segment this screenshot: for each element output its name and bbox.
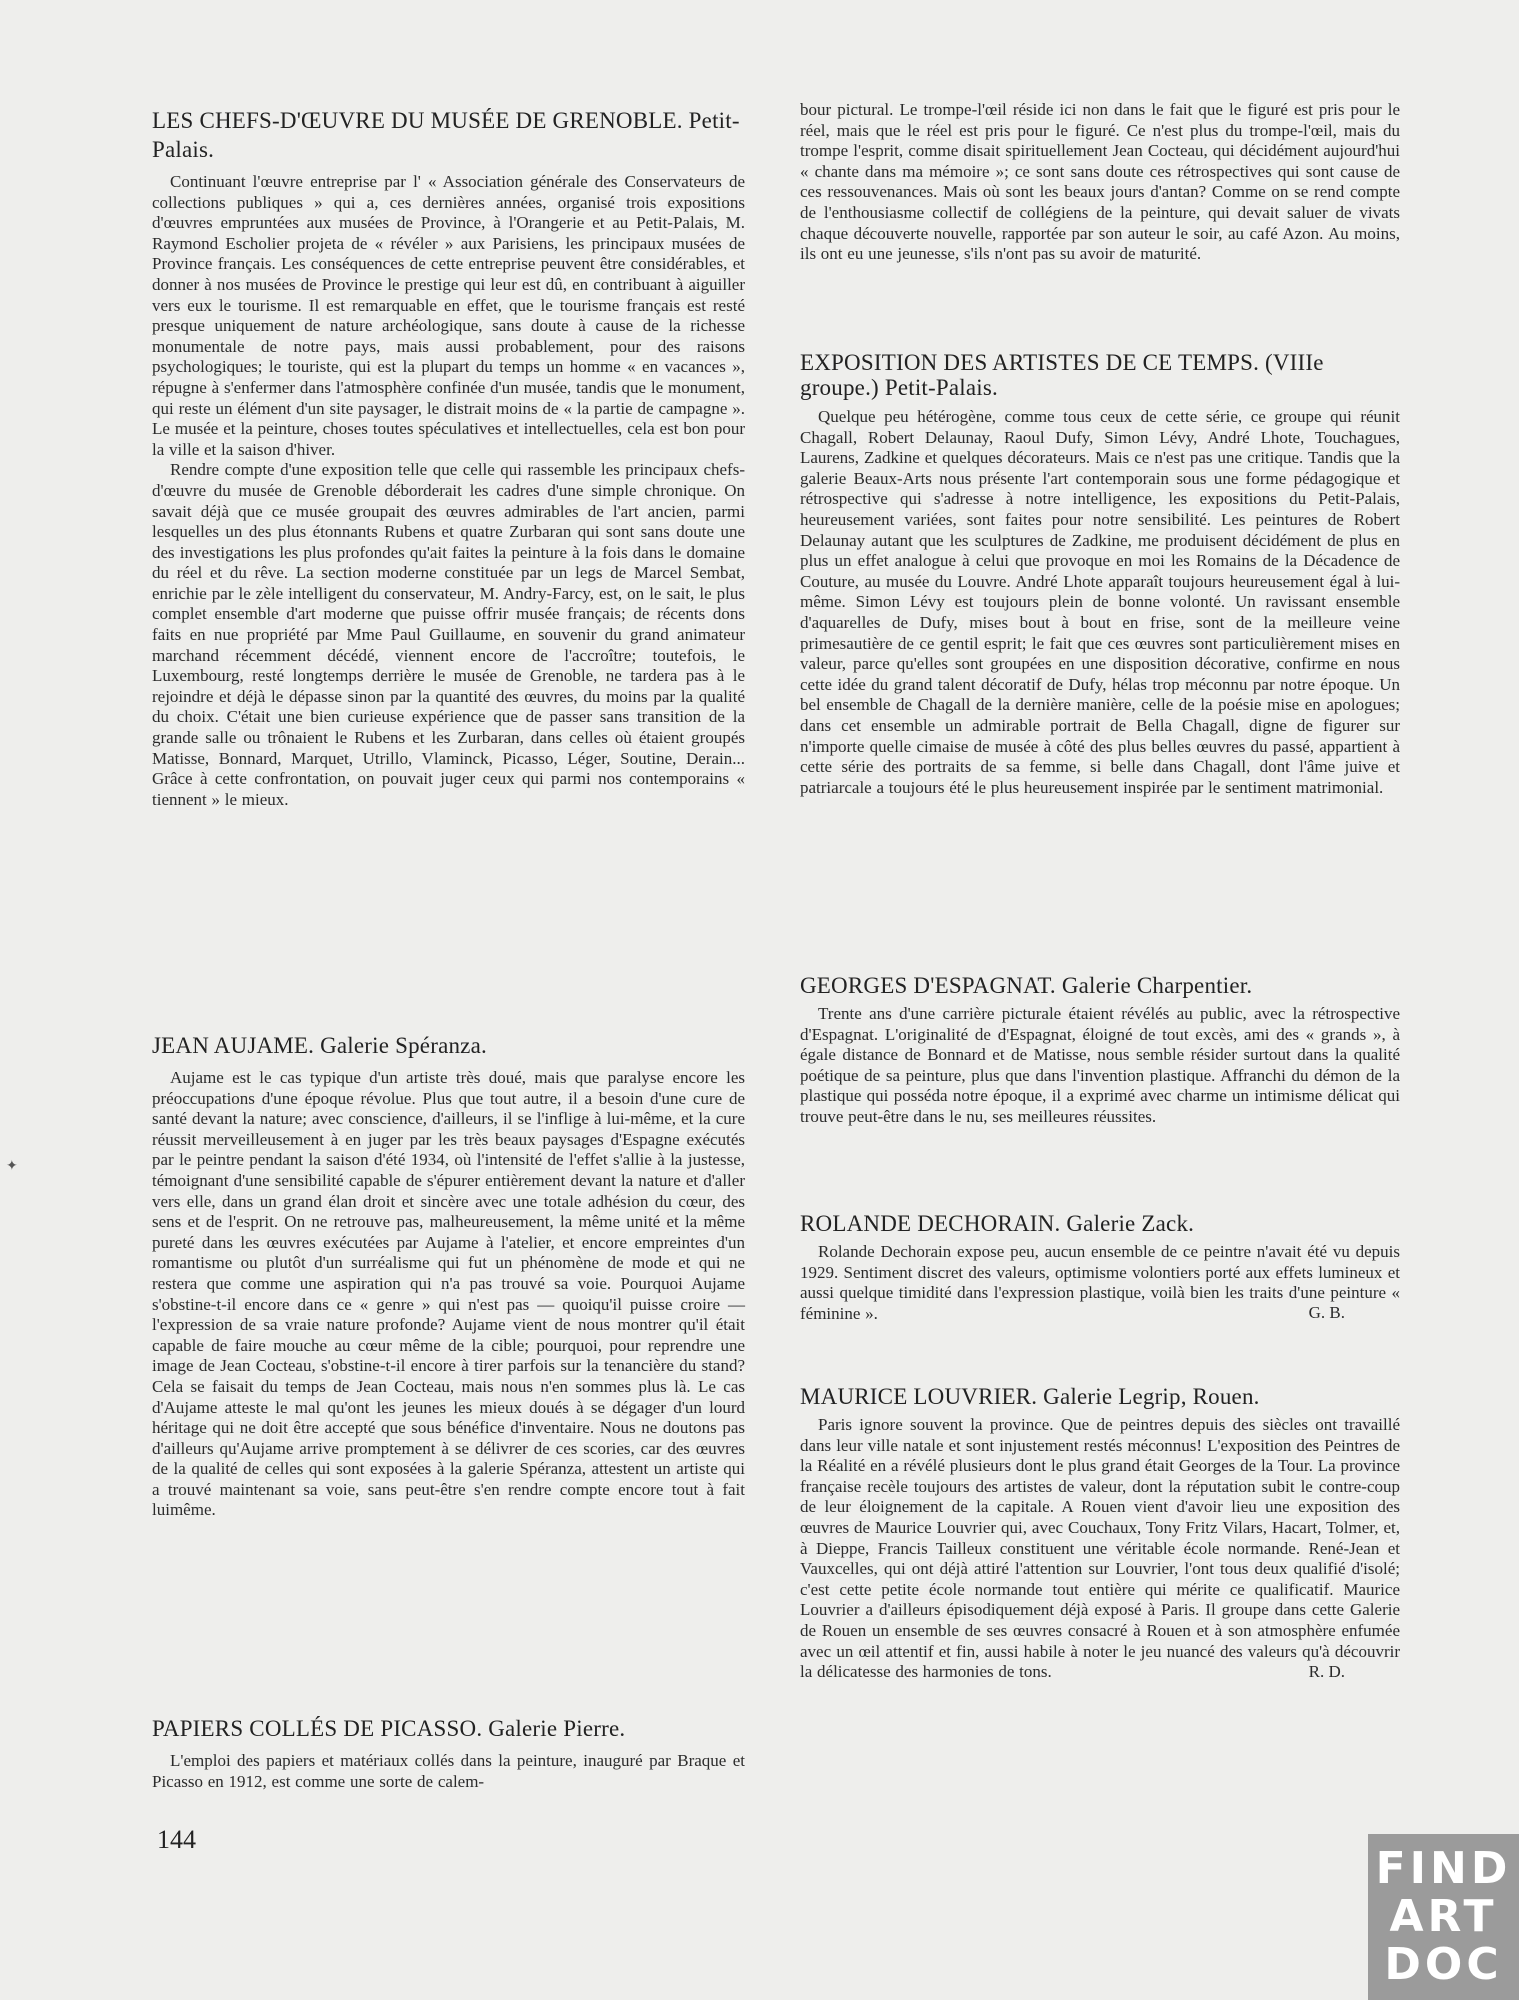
article-artistes-de-ce-temps	[800, 350, 1400, 798]
article-paragraph: Aujame est le cas typique d'un artiste très doué, mais que paralyse encore les préoccupations d'une époque révolue. Plus que tout autre, il a besoin d'une cure de santé devant la nature; avec conscience, d'ailleurs, il se l'inflige à lui-même, et la cure réussit merveilleusement à en juger par les très beaux paysages d'Espagne exécutés par le peintre pendant la saison d'été 1934, où l'intensité de l'effet s'allie à la justesse, témoignant d'une sensibilité capable de s'épurer entièrement devant la nature et d'aller vers elle, dans un grand élan droit et sincère avec une totale adhésion du cœur, des sens et de l'esprit. On ne retrouve pas, malheureusement, la même unité et la même pureté dans les œuvres exécutées par Aujame à l'atelier, et encore empreintes d'un romantisme ou plutôt d'un surréalisme qui fut un phénomène de mode et qui ne restera que comme une aspiration qui n'a pas trouvé sa voie. Pourquoi Aujame s'obstine-t-il encore dans ce « genre » qui n'est pas — quoiqu'il puisse croire — l'expression de sa vraie nature profonde? Aujame vient de nous montrer qu'il était capable de faire mouche au cœur même de la cible; pourquoi, pour reprendre une image de Jean Cocteau, s'obstine-t-il encore à tirer parfois sur la tenancière du stand? Cela se faisait du temps de Jean Cocteau, mais nous n'en sommes plus là. Le cas d'Aujame atteste le mal qu'ont les jeunes les mieux doués à se dégager d'un lourd héritage qui ne doit être accepté que sous bénéfice d'inventaire. Nous ne doutons pas d'ailleurs qu'Aujame arrive promptement à se délivrer de ces scories, car des œuvres de la qualité de celles qui sont exposées à la galerie Spéranza, attestent un artiste qui a trouvé maintenant sa voie, sans peut-être s'en rendre compte encore tout à fait luimême.	[152, 1068, 745, 1520]
article-paragraph: bour pictural. Le trompe-l'œil réside ici non dans le fait que le figuré est pris pour le réel, mais que le réel est pris pour le figuré. Ce n'est plus du trompe-l'œil, mais du trompe l'esprit, comme disait spirituellement Jean Cocteau, qui décidément aujourd'hui « chante dans ma mémoire »; ce sont sans doute ces rétrospectives qui sont cause de ces ressouvenances. Mais où sont les beaux jours d'antan? Comme on se rend compte de l'enthousiasme collectif de collégiens de la peinture, qui devait saluer de vivats chaque découverte nouvelle, rapportée par son auteur le soir, au café Azon. Au moins, ils ont eu une jeunesse, s'ils n'ont pas su avoir de maturité.	[800, 100, 1400, 264]
article-grenoble	[152, 106, 745, 810]
article-paragraph: L'emploi des papiers et matériaux collés dans la peinture, inauguré par Braque et Picasso en 1912, est comme une sorte de calem-	[152, 1751, 745, 1791]
article-paragraph: Rolande Dechorain expose peu, aucun ensemble de ce peintre n'avait été vu depuis 1929. Sentiment discret des valeurs, optimisme volontiers porté aux effets lumineux et aussi quelque timidité dans l'expression plastique, voilà bien les traits d'une peinture « féminine ».	[800, 1242, 1400, 1323]
article-heading: JEAN AUJAME. Galerie Spéranza.	[152, 1033, 487, 1058]
article-paragraph: Continuant l'œuvre entreprise par l' « Association générale des Conservateurs de collections publiques » qui a, ces dernières années, organisé trois expositions d'œuvres empruntées aux musées de Province, à l'Orangerie et au Petit-Palais, M. Raymond Escholier projeta de « révéler » aux Parisiens, les principaux musées de Province français. Les conséquences de cette entreprise peuvent être considérables, et donner à nos musées de Province le prestige qui leur est dû, en contribuant à aiguiller vers eux le tourisme. Il est remarquable en effet, que le tourisme français est resté presque uniquement de nature archéologique, sans doute à cause de la richesse monumentale de notre pays, mais aussi probablement, pour des raisons psychologiques; le touriste, qui est la plupart du temps un homme « en vacances », répugne à s'enfermer dans l'atmosphère confinée d'un musée, tandis que le monument, qui reste un élément d'un site paysager, le distrait moins de « la partie de campagne ». Le musée et la peinture, choses toutes spéculatives et intellectuelles, cela est bon pour la ville et la saison d'hiver.	[152, 172, 745, 459]
article-signature: G. B.	[1308, 1303, 1345, 1323]
watermark-line: DOC	[1384, 1939, 1503, 1990]
article-heading: GEORGES D'ESPAGNAT. Galerie Charpentier.	[800, 973, 1253, 998]
article-dechorain	[800, 1212, 1400, 1324]
article-paragraph: Paris ignore souvent la province. Que de peintres depuis des siècles ont travaillé dans leur ville natale et sont injustement restés méconnus! L'exposition des Peintres de la Réalité en a révélé plusieurs dont le plus grand était Georges de la Tour. La province française recèle toujours des artistes de valeur, dont la réputation subit le contre-coup de leur éloignement de la capitale. A Rouen vient d'avoir lieu une exposition des œuvres de Maurice Louvrier qui, avec Couchaux, Tony Fritz Vilars, Hacart, Tolmer, et, à Dieppe, Francis Tailleux constituent une véritable école normande. René-Jean et Vauxcelles, qui ont déjà attiré l'attention sur Louvrier, l'ont tous deux qualifié d'isolé; c'est cette petite école normande tout entière qui mérite ce qualificatif. Maurice Louvrier a d'ailleurs épisodiquement déjà exposé à Paris. Il groupe dans cette Galerie de Rouen un ensemble de ses œuvres consacré à Rouen et à son atmosphère enfumée avec un œil attentif et fin, aussi habile à noter le jeu nuancé des valeurs qu'à découvrir la délicatesse des harmonies de tons.	[800, 1415, 1400, 1682]
article-heading: EXPOSITION DES ARTISTES DE CE TEMPS. (VIIIe groupe.) Petit-Palais.	[800, 350, 1324, 400]
article-paragraph: Trente ans d'une carrière picturale étaient révélés au public, avec la rétrospective d'Espagnat. L'originalité de d'Espagnat, éloigné de tout excès, ami des « grands », à égale distance de Bonnard et de Matisse, nous semble résider surtout dans la qualité poétique de sa peinture, plus que dans l'invention plastique. Affranchi du démon de la plastique qui posséda notre époque, il a exprimé avec charme un intimisme délicat qui trouve peut-être dans le nu, ses meilleures réussites.	[800, 1004, 1400, 1126]
article-picasso-continued	[800, 100, 1400, 265]
watermark-line: FIND	[1375, 1843, 1512, 1894]
article-heading: LES CHEFS-D'ŒUVRE DU MUSÉE DE GRENOBLE. Petit-Palais.	[152, 108, 740, 162]
article-paragraph: Rendre compte d'une exposition telle que celle qui rassemble les principaux chefs-d'œuvre du musée de Grenoble déborderait les cadres d'une simple chronique. On savait déjà que ce musée groupait des œuvres admirables de l'art ancien, parmi lesquelles un des plus étonnants Rubens et quatre Zurbaran qui sont sans doute une des investigations les plus profondes qu'ait faites la peinture à la fois dans le domaine du réel et du rêve. La section moderne constituée par un legs de Marcel Sembat, enrichie par le zèle intelligent du conservateur, M. Andry-Farcy, est, on le sait, le plus complet ensemble d'art moderne que puisse offrir musée français; de récents dons faits en nue propriété par Mme Paul Guillaume, en souvenir du grand animateur marchand récemment décédé, viennent encore de l'accroître; toutefois, le Luxembourg, resté longtemps derrière le musée de Grenoble, ne tardera pas à le rejoindre et déjà le dépasse sinon par la quantité des œuvres, du moins par la qualité du choix. C'était une bien curieuse expérience que de passer sans transition de la grande salle ou trônaient le Rubens et les Zurbaran, dans celles où étaient groupés Matisse, Bonnard, Marquet, Utrillo, Vlaminck, Picasso, Léger, Soutine, Derain... Grâce à cette confrontation, on pouvait juger ceux qui parmi nos contemporains « tiennent » le mieux.	[152, 460, 745, 809]
article-signature: R. D.	[1308, 1661, 1345, 1681]
article-aujame	[152, 1034, 745, 1521]
article-paragraph: Quelque peu hétérogène, comme tous ceux de cette série, ce groupe qui réunit Chagall, Robert Delaunay, Raoul Dufy, Simon Lévy, André Lhote, Touchagues, Laurens, Zadkine et quelques décorateurs. Mais ce n'est pas une critique. Tandis que la galerie Beaux-Arts nous présente l'art contemporain sous une forme pédagogique et rétrospective qui s'adresse à notre intelligence, les expositions du Petit-Palais, heureusement variées, sont faites pour notre sensibilité. Les peintures de Robert Delaunay autant que les sculptures de Zadkine, me produisent décidément de plus en plus un effet analogue à celui que provoque en moi les Romains de la Décadence de Couture, au musée du Louvre. André Lhote apparaît toujours heureusement égal à lui-même. Simon Lévy est toujours plein de bonne volonté. Un ravissant ensemble d'aquarelles de Dufy, mises bout à bout en frise, sont de la meilleure veine primesautière de ce gentil esprit; le fait que ces œuvres sont particulièrement mises en valeur, parce qu'elles sont groupées en une disposition décorative, confirme en nous cette idée du grand talent décoratif de Dufy, hélas trop méconnu par notre époque. Un bel ensemble de Chagall de la dernière manière, celle de la poésie mise en apologues; dans cet ensemble un admirable portrait de Bella Chagall, digne de figurer sur n'importe quelle cimaise de musée à côté des plus belles œuvres du passé, appartient à cette série des portraits de sa femme, si belle dans Chagall, dont l'âme juive et patriarcale a toujours été le plus heureusement inspirée par le sentiment matrimonial.	[800, 407, 1400, 797]
margin-mark-icon: ✦	[6, 1159, 18, 1174]
article-heading: ROLANDE DECHORAIN. Galerie Zack.	[800, 1211, 1195, 1236]
article-picasso	[152, 1717, 745, 1792]
findartdoc-watermark-logo	[1368, 1834, 1519, 2000]
article-heading: MAURICE LOUVRIER. Galerie Legrip, Rouen.	[800, 1384, 1260, 1409]
article-heading: PAPIERS COLLÉS DE PICASSO. Galerie Pierre.	[152, 1716, 626, 1741]
watermark-line: ART	[1389, 1891, 1498, 1942]
article-espagnat	[800, 974, 1400, 1128]
article-louvrier	[800, 1385, 1400, 1682]
page-number: 144	[157, 1825, 196, 1854]
